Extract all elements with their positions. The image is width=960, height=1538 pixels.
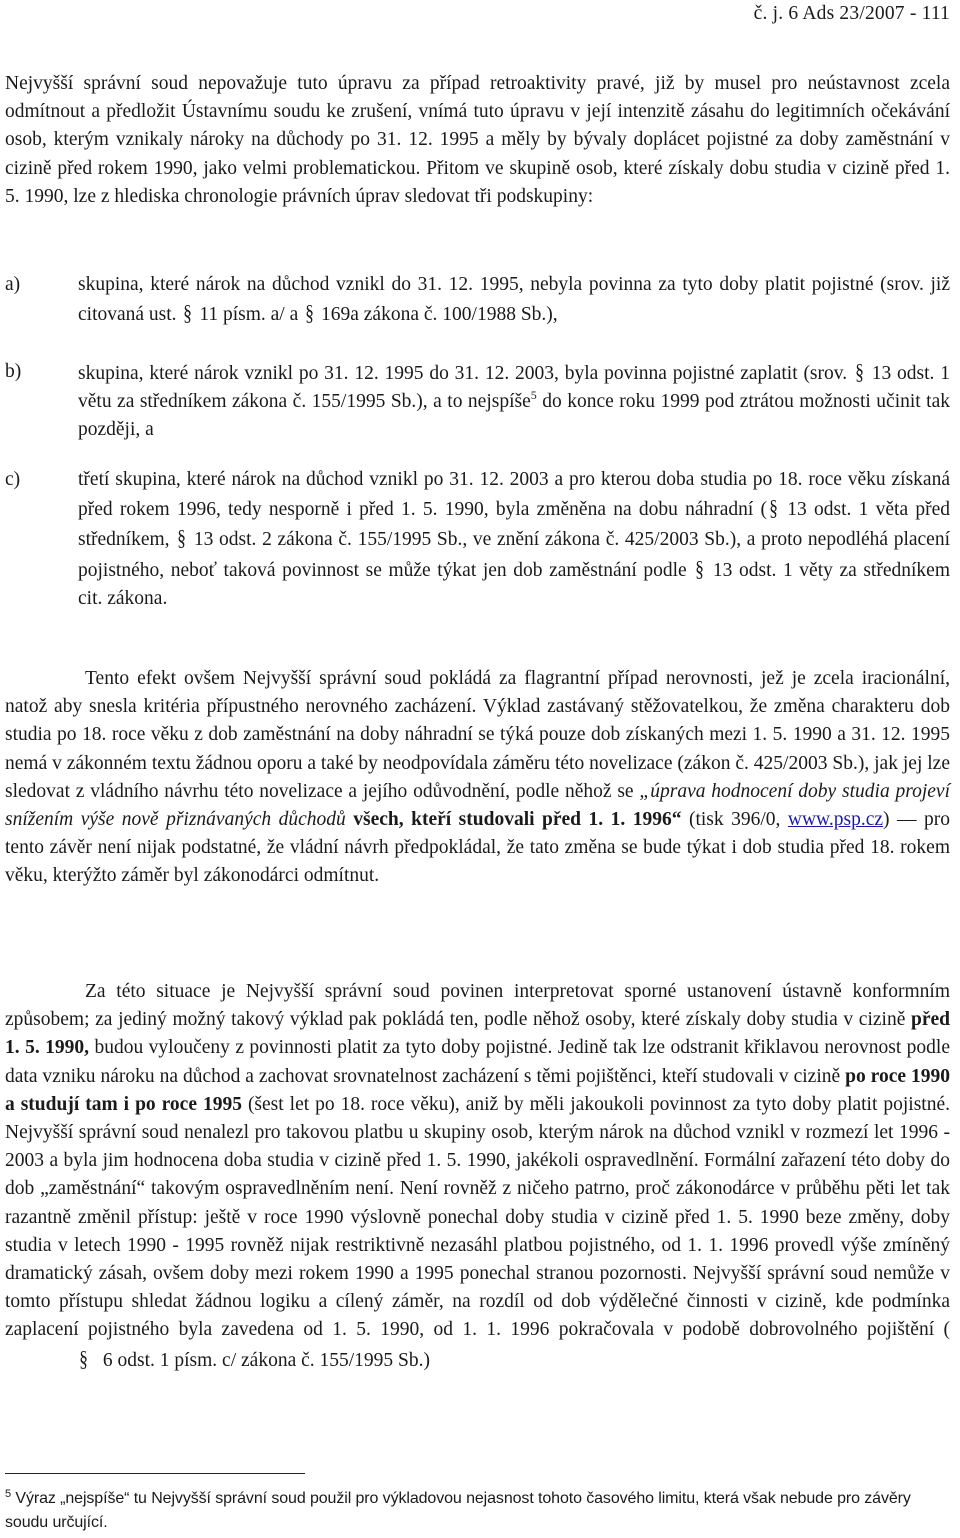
- list-marker-b: b): [5, 361, 22, 382]
- paragraph-2: Tento efekt ovšem Nejvyšší správní soud pokládá za flagrantní případ nerovnosti, jež je zcela iracionální, natož aby snesla kritéria přípustného nerovného zacházení. Výklad zastávaný stěžovatelkou, že změna charakteru dob studia po 18. roce věku z dob zaměstnání na doby náhradní se týká pouze dob získaných mezi 1. 5. 1990 a 31. 12. 1995 nemá v zákonném textu žádnou oporu a také by neodpovídala záměru této novelizace (zákon č. 425/2003 Sb.), jak jej lze sledovat z vládního návrhu této novelizace a jejího odůvodnění, podle něhož se „úprava hodnocení doby studia projeví snížením výše nově přiznávaných důchodů všech, kteří studovali před 1. 1. 1996“ (tisk 396/0, www.psp.cz) — pro tento závěr není nijak podstatné, že vládní návrh předpokládal, že tato změna se bude týkat i dob studia před 18. rokem věku, kterýžto záměr byl zákonodárci odmítnut.: [5, 668, 950, 887]
- section-sign-icon: §: [769, 495, 778, 521]
- quoted-bold-text: všech, kteří studovali před 1. 1. 1996“: [345, 809, 682, 831]
- footnote-reference[interactable]: 5: [530, 388, 537, 403]
- list-marker-c: c): [5, 469, 21, 490]
- quoted-italic-text: „úprava hodnocení doby studia projeví snížením výše nově přiznávaných důchodů: [5, 780, 950, 831]
- footnote: $^5$ Výraz „nejspíše“ tu Nejvyšší správní soud použil pro výkladovou nejasnost tohoto časového limitu, která však nebude pro závěry soudu určující.: [5, 1488, 911, 1531]
- psp-link[interactable]: www.psp.cz: [787, 809, 884, 831]
- section-sign-icon: §: [695, 555, 705, 581]
- list-item-b: b) skupina, které nárok vznikl po 31. 12. 1995 do 31. 12. 2003, byla povinna pojistné zaplatit (srov. § 13 odst. 1 větu za středníkem zákona č. 155/1995 Sb.), a to nejspíše$^5$ do konce roku 1999 pod ztrátou možnosti učinit tak později, a: [5, 359, 950, 441]
- paragraph-1: Nejvyšší správní soud nepovažuje tuto úpravu za případ retroaktivity pravé, již by musel pro neústavnost zcela odmítnout a předložit Ústavnímu soudu ke zrušení, vnímá tuto úpravu v její intenzitě zásahu do legitimních očekávání osob, kterým vznikaly nároky na důchody po 31. 12. 1995 a měly by bývaly doplácet pojistné za doby zaměstnání v cizině před rokem 1990, jako velmi problematickou. Přitom ve skupině osob, které získaly dobu studia v cizině před 1. 5. 1990, lze z hlediska chronologie právních úprav sledovat tři podskupiny:: [5, 73, 950, 207]
- section-sign-icon: §: [855, 359, 864, 384]
- section-sign-icon: §: [183, 300, 193, 326]
- bold-phrase: po roce 1990 a studují tam i po roce 1995: [5, 1065, 950, 1115]
- footnote-divider: [5, 1473, 305, 1474]
- paragraph-3: Za této situace je Nejvyšší správní soud povinen interpretovat sporné ustanovení ústavně konformním způsobem; za jediný možný takový výklad pak pokládá ten, podle něhož osoby, které získaly doby studia v cizině před 1. 5. 1990, budou vyloučeny z povinnosti platit za tyto doby pojistné. Jedině tak lze odstranit křiklavou nerovnost podle data vzniku nároku na důchod a zachovat srovnatelnost zacházení s těmi pojištěnci, kteří studovali v cizině po roce 1990 a studují tam i po roce 1995 (šest let po 18. roce věku), aniž by měli jakoukoli povinnost za tyto doby platit pojistné. Nejvyšší správní soud nenalezl pro takovou platbu u skupiny osob, kterým nárok na důchod vznikl v rozmezí let 1996 - 2003 a byla jim hodnocena doba studia v cizině před 1. 5. 1990, jakékoli ospravedlnění. Formální zařazení této doby do dob „zaměstnání“ takovým ospravedlněním není. Není rovněž z ničeho patrno, proč zákonodárce v průběhu pěti let tak razantně změnil přístup: ještě v roce 1990 výslovně ponechal doby studia v cizině před 1. 5. 1990 beze změny, doby studia v letech 1990 - 1995 rovněž nijak restriktivně nezasáhl platbou pojistného, od 1. 1. 1996 provedl výše zmíněný dramatický zásah, ovšem doby mezi rokem 1990 a 1995 ponechal stranou pozornosti. Nejvyšší správní soud nemůže v tomto přístupu shledat žádnou logiku a cílený záměr, na rozdíl od dob výdělečné činnosti v cizině, kde podmínka zaplacení pojistného byla zavedena od 1. 5. 1990, od 1. 1. 1996 pokračovala v podobě dobrovolného pojištění (§ 6 odst. 1 písm. c/ zákona č. 155/1995 Sb.): [5, 978, 950, 1375]
- section-sign-icon: §: [79, 1345, 88, 1371]
- list-item-a: a) skupina, které nárok na důchod vznikl do 31. 12. 1995, nebyla povinna za tyto doby platit pojistné (srov. již citovaná ust. § 11 písm. a/ a § 169a zákona č. 100/1988 Sb.),: [5, 271, 950, 329]
- section-sign-icon: §: [305, 300, 315, 326]
- footnote-number: 5: [5, 1488, 12, 1500]
- bold-date: před 1. 5. 1990,: [5, 1009, 950, 1059]
- list-marker-a: a): [5, 274, 21, 295]
- case-reference: č. j. 6 Ads 23/2007 - 111: [753, 3, 950, 24]
- section-sign-icon: §: [177, 525, 187, 551]
- list-item-c: c) třetí skupina, které nárok na důchod vznikl po 31. 12. 2003 a pro kterou doba studia po 18. roce věku získaná před rokem 1996, tedy nesporně i před 1. 5. 1990, byla změněna na dobu náhradní (§ 13 odst. 1 věta před středníkem, § 13 odst. 2 zákona č. 155/1995 Sb., ve znění zákona č. 425/2003 Sb.), a proto nepodléhá placení pojistného, neboť taková povinnost se může týkat jen dob zaměstnání podle § 13 odst. 1 věty za středníkem cit. zákona.: [5, 466, 950, 613]
